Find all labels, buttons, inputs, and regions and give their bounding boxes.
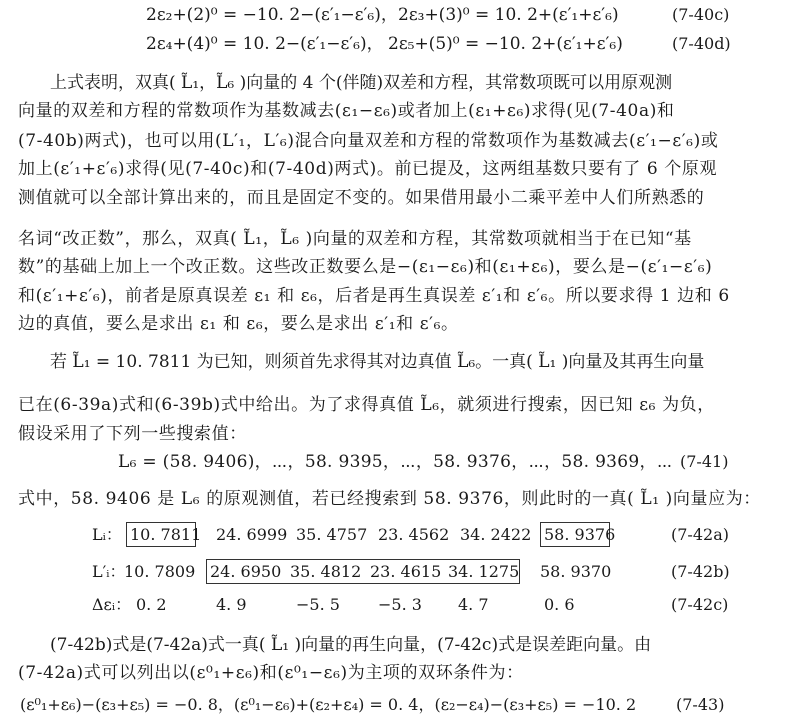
equation-7-43: (ε⁰₁+ε₆)−(ε₃+ε₅) = −0. 8，(ε⁰₁−ε₆)+(ε₂+ε₄) = 0. 4，(ε₂−ε₄)−(ε₃+ε₅) = −10. 2 (20, 695, 637, 714)
paragraph-line: 边的真值，要么是求出 ε₁ 和 ε₆，要么是求出 ε′₁和 ε′₆。 (18, 314, 459, 334)
equation-number: (7-40c) (672, 5, 730, 24)
paragraph-line: 数”的基础上加上一个改正数。这些改正数要么是−(ε₁−ε₆)和(ε₁+ε₆)，要么是−(ε′₁−ε′₆) (18, 257, 713, 277)
table-cell: 4. 7 (458, 595, 489, 614)
table-cell: 4. 9 (216, 595, 247, 614)
equation-number: (7-41) (680, 452, 729, 471)
table-cell: 0. 2 (136, 595, 167, 614)
paragraph-line: (7-42a)式可以列出以(ε⁰₁+ε₆)和(ε⁰₁−ε₆)为主项的双环条件为： (18, 663, 524, 683)
paragraph-line: 式中，58. 9406 是 L₆ 的原观测值，若已经搜索到 58. 9376，则此时的一真( L̃₁ )向量应为： (18, 489, 761, 509)
table-cell: −5. 3 (378, 595, 422, 614)
equation-number: (7-42c) (671, 595, 729, 614)
table-cell: 10. 7811 (130, 525, 202, 544)
equation-right: 2ε₅+(5)⁰ = −10. 2+(ε′₁+ε′₆) (388, 34, 623, 54)
equation-left: 2ε₂+(2)⁰ = −10. 2−(ε′₁−ε′₆)， (146, 5, 398, 25)
row-label: Lᵢ： (92, 525, 122, 544)
table-cell: 34. 1275 (448, 562, 520, 581)
equation-number: (7-42b) (671, 562, 730, 581)
paragraph-line: (7-40b)两式)，也可以用(L′₁，L′₆)混合向量双差和方程的常数项作为基数减去(ε′₁−ε′₆)或 (18, 131, 719, 151)
row-label: L′ᵢ： (92, 562, 126, 581)
paragraph-line: 名词“改正数”，那么，双真( L̃₁，L̃₆ )向量的双差和方程，其常数项就相当于在已知“基 (18, 229, 692, 249)
paragraph-line: 若 L̃₁ = 10. 7811 为已知，则须首先求得其对边真值 L̃₆。一真( L̃₁ )向量及其再生向量 (50, 352, 705, 372)
paragraph-line: 和(ε′₁+ε′₆)，前者是原真误差 ε₁ 和 ε₆，后者是再生真误差 ε′₁和 ε′₆。所以要求得 1 边和 6 (18, 286, 730, 306)
paragraph-line: 已在(6-39a)式和(6-39b)式中给出。为了求得真值 L̃₆，就须进行搜索，因已知 ε₆ 为负， (18, 395, 715, 415)
equation-number: (7-43) (676, 695, 725, 714)
paragraph-line: 假设采用了下列一些搜索值： (18, 424, 247, 444)
table-cell: 35. 4757 (296, 525, 368, 544)
table-cell: 0. 6 (544, 595, 575, 614)
equation-row (146, 4, 398, 26)
table-cell: 24. 6950 (210, 562, 282, 581)
table-cell: −5. 5 (296, 595, 340, 614)
equation-number: (7-42a) (671, 525, 729, 544)
equation-number: (7-40d) (672, 34, 731, 53)
equation-7-41: L₆ = (58. 9406)，⋯，58. 9395，⋯，58. 9376，⋯，58. 9369，⋯ (118, 452, 673, 472)
table-cell: 58. 9370 (540, 562, 612, 581)
paragraph-line: 向量的双差和方程的常数项作为基数减去(ε₁−ε₆)或者加上(ε₁+ε₆)求得(见(7-40a)和 (18, 101, 675, 121)
table-cell: 10. 7809 (124, 562, 196, 581)
table-cell: 23. 4562 (378, 525, 450, 544)
paragraph-line: (7-42b)式是(7-42a)式一真( L̃₁ )向量的再生向量，(7-42c)式是误差距向量。由 (50, 635, 652, 655)
table-cell: 23. 4615 (370, 562, 442, 581)
equation-row (388, 33, 623, 55)
paragraph-line: 加上(ε′₁+ε′₆)求得(见(7-40c)和(7-40d)两式)。前已提及，这两组基数只要有了 6 个原观 (18, 159, 718, 179)
equation-row (398, 4, 619, 26)
paragraph-line: 测值就可以全部计算出来的，而且是固定不变的。如果借用最小二乘平差中人们所熟悉的 (18, 188, 705, 208)
table-cell: 34. 2422 (460, 525, 532, 544)
equation-right: 2ε₃+(3)⁰ = 10. 2+(ε′₁+ε′₆) (398, 5, 619, 25)
table-cell: 58. 9376 (544, 525, 616, 544)
table-cell: 35. 4812 (290, 562, 362, 581)
paragraph-line: 上式表明，双真( L̃₁，L̃₆ )向量的 4 个(伴随)双差和方程，其常数项既可以用原观测 (50, 73, 673, 93)
table-cell: 24. 6999 (216, 525, 288, 544)
equation-left: 2ε₄+(4)⁰ = 10. 2−(ε′₁−ε′₆)， (146, 34, 384, 54)
equation-row (146, 33, 384, 55)
row-label: Δεᵢ： (92, 595, 132, 614)
